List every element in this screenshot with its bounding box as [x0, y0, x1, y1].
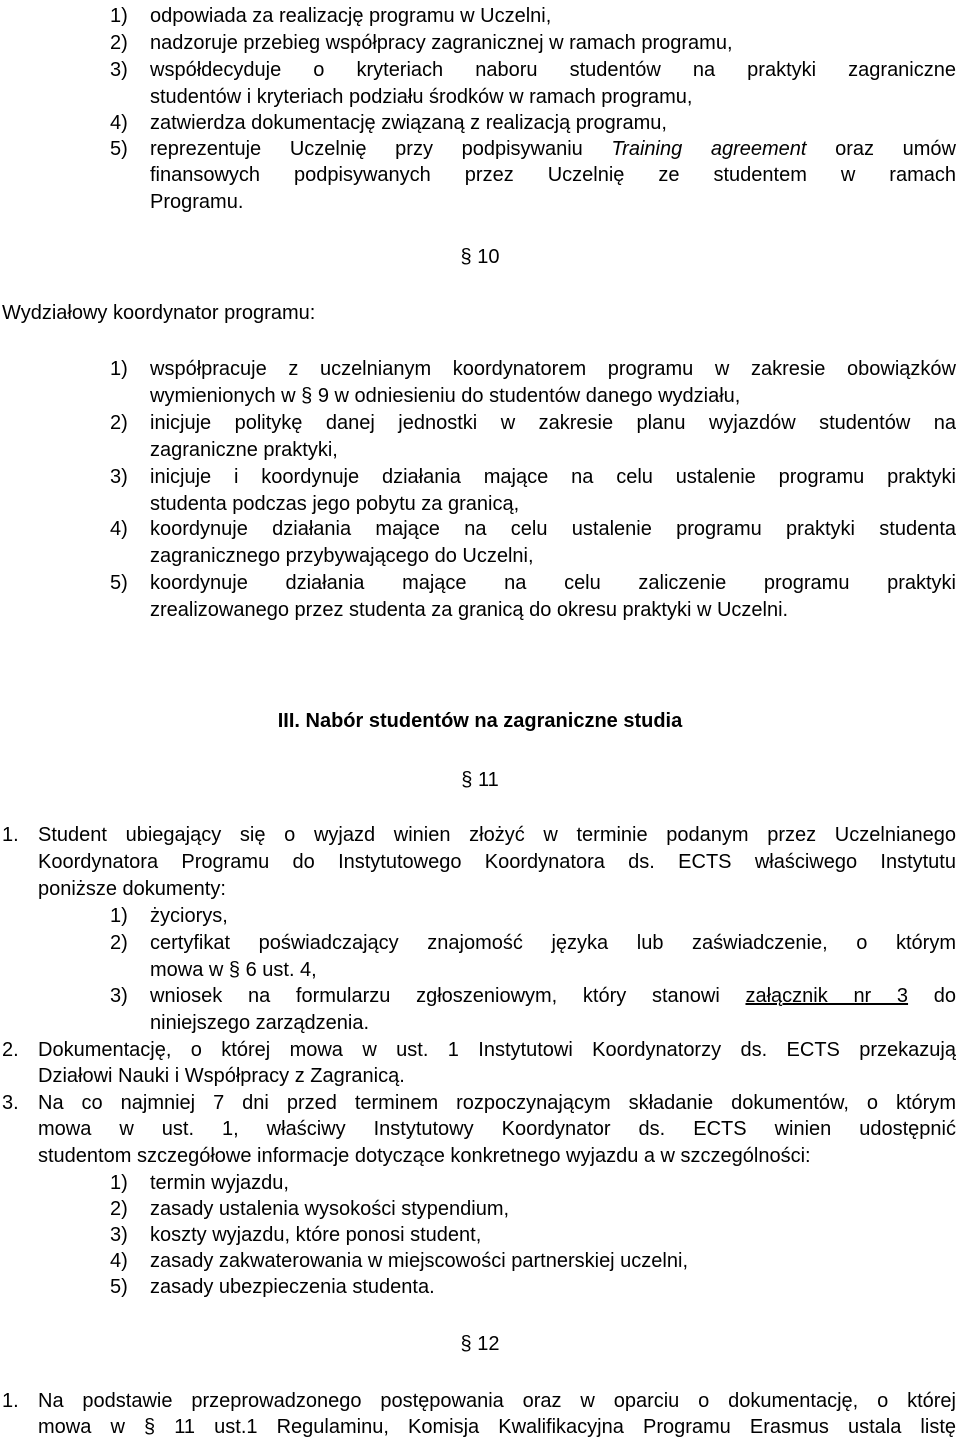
list-number: 3) — [110, 985, 128, 1007]
list-item-text: Programu. — [150, 191, 244, 213]
list-item-text: koszty wyjazdu, które ponosi student, — [150, 1224, 482, 1246]
text-span: oraz umów — [806, 138, 956, 160]
list-item-text: współdecyduje o kryteriach naboru studentów na praktyki zagraniczne — [150, 59, 956, 81]
list-item-text: certyfikat poświadczający znajomość języka lub zaświadczenie, o którym — [150, 932, 956, 954]
list-number: 2) — [110, 932, 128, 954]
list-item-text: inicjuje politykę danej jednostki w zakresie planu wyjazdów studentów na — [150, 412, 956, 434]
list-number: 3) — [110, 59, 128, 81]
text-span: do — [908, 985, 956, 1007]
italic-term: Training agreement — [611, 138, 807, 160]
list-number: 3) — [110, 1224, 128, 1246]
paragraph-text: Działowi Nauki i Współpracy z Zagranicą. — [38, 1065, 405, 1087]
list-number: 4) — [110, 1250, 128, 1272]
list-item-text-rich — [150, 136, 956, 162]
list-number: 1) — [110, 905, 128, 927]
paragraph-number: 3. — [2, 1092, 19, 1114]
list-item-text: zrealizowanego przez studenta za granicą do okresu praktyki w Uczelni. — [150, 599, 789, 621]
paragraph-text: mowa w ust. 1, właściwy Instytutowy Koordynator ds. ECTS winien udostępnić — [38, 1118, 956, 1140]
list-item-text: inicjuje i koordynuje działania mające na celu ustalenie programu praktyki — [150, 466, 956, 488]
list-item-text: życiorys, — [150, 905, 228, 927]
section-mark-10: § 10 — [460, 246, 500, 268]
text-span: wniosek na formularzu zgłoszeniowym, który stanowi — [150, 985, 746, 1007]
section-mark-12: § 12 — [460, 1333, 500, 1355]
attachment-reference: załącznik nr 3 — [745, 985, 909, 1007]
list-number: 5) — [110, 138, 128, 160]
list-item-text: koordynuje działania mające na celu zaliczenie programu praktyki — [150, 572, 956, 594]
list-number: 4) — [110, 112, 128, 134]
list-number: 5) — [110, 1276, 128, 1298]
paragraph-text: Koordynatora Programu do Instytutowego Koordynatora ds. ECTS właściwego Instytutu — [38, 851, 956, 873]
list-item-text: studenta podczas jego pobytu za granicą, — [150, 493, 520, 515]
list-item-text: koordynuje działania mające na celu ustalenie programu praktyki studenta — [150, 518, 956, 540]
list-item-text: zasady ustalenia wysokości stypendium, — [150, 1198, 510, 1220]
list-number: 1) — [110, 1172, 128, 1194]
list-number: 2) — [110, 1198, 128, 1220]
chapter-heading: III. Nabór studentów na zagraniczne studia — [277, 710, 683, 732]
paragraph-text: Na podstawie przeprowadzonego postępowania oraz w oparciu o dokumentację, o której — [38, 1390, 956, 1412]
text-span: reprezentuje Uczelnię przy podpisywaniu — [150, 138, 612, 160]
paragraph-text: studentom szczegółowe informacje dotyczące konkretnego wyjazdu a w szczególności: — [38, 1145, 811, 1167]
list-number: 2) — [110, 412, 128, 434]
list-item-text: wymienionych w § 9 w odniesieniu do studentów danego wydziału, — [150, 385, 741, 407]
list-item-text: zasady zakwaterowania w miejscowości partnerskiej uczelni, — [150, 1250, 688, 1272]
section-mark-11: § 11 — [461, 769, 499, 791]
paragraph-text: Student ubiegający się o wyjazd winien złożyć w terminie podanym przez Uczelnianego — [38, 824, 956, 846]
list-item-text-rich — [150, 983, 956, 1009]
list-number: 1) — [110, 5, 128, 27]
paragraph-text: Dokumentację, o której mowa w ust. 1 Instytutowi Koordynatorzy ds. ECTS przekazują — [38, 1039, 956, 1061]
paragraph-text: Na co najmniej 7 dni przed terminem rozpoczynającym składanie dokumentów, o którym — [38, 1092, 956, 1114]
paragraph-text: poniższe dokumenty: — [38, 878, 226, 900]
paragraph-number: 2. — [2, 1039, 19, 1061]
list-item-text: termin wyjazdu, — [150, 1172, 289, 1194]
list-item-text: zasady ubezpieczenia studenta. — [150, 1276, 435, 1298]
list-item-text: współpracuje z uczelnianym koordynatorem programu w zakresie obowiązków — [150, 358, 956, 380]
list-item-text: nadzoruje przebieg współpracy zagranicznej w ramach programu, — [150, 32, 733, 54]
list-item-text: zagraniczne praktyki, — [150, 439, 338, 461]
list-item-text: studentów i kryteriach podziału środków w ramach programu, — [150, 86, 693, 108]
list-item-text: odpowiada za realizację programu w Uczelni, — [150, 5, 552, 27]
list-item-text: finansowych podpisywanych przez Uczelnię ze studentem w ramach — [150, 164, 956, 186]
list-item-text: zatwierdza dokumentację związaną z realizacją programu, — [150, 112, 667, 134]
paragraph-number: 1. — [2, 1390, 19, 1412]
list-item-text: zagranicznego przybywającego do Uczelni, — [150, 545, 534, 567]
list-number: 5) — [110, 572, 128, 594]
list-number: 3) — [110, 466, 128, 488]
list-number: 2) — [110, 32, 128, 54]
list-item-text: niniejszego zarządzenia. — [150, 1012, 370, 1034]
list-number: 1) — [110, 358, 128, 380]
paragraph-number: 1. — [2, 824, 19, 846]
list-number: 4) — [110, 518, 128, 540]
list-item-text: mowa w § 6 ust. 4, — [150, 959, 317, 981]
section-label: Wydziałowy koordynator programu: — [2, 302, 316, 324]
paragraph-text: mowa w § 11 ust.1 Regulaminu, Komisja Kwalifikacyjna Programu Erasmus ustala listę — [38, 1416, 956, 1438]
